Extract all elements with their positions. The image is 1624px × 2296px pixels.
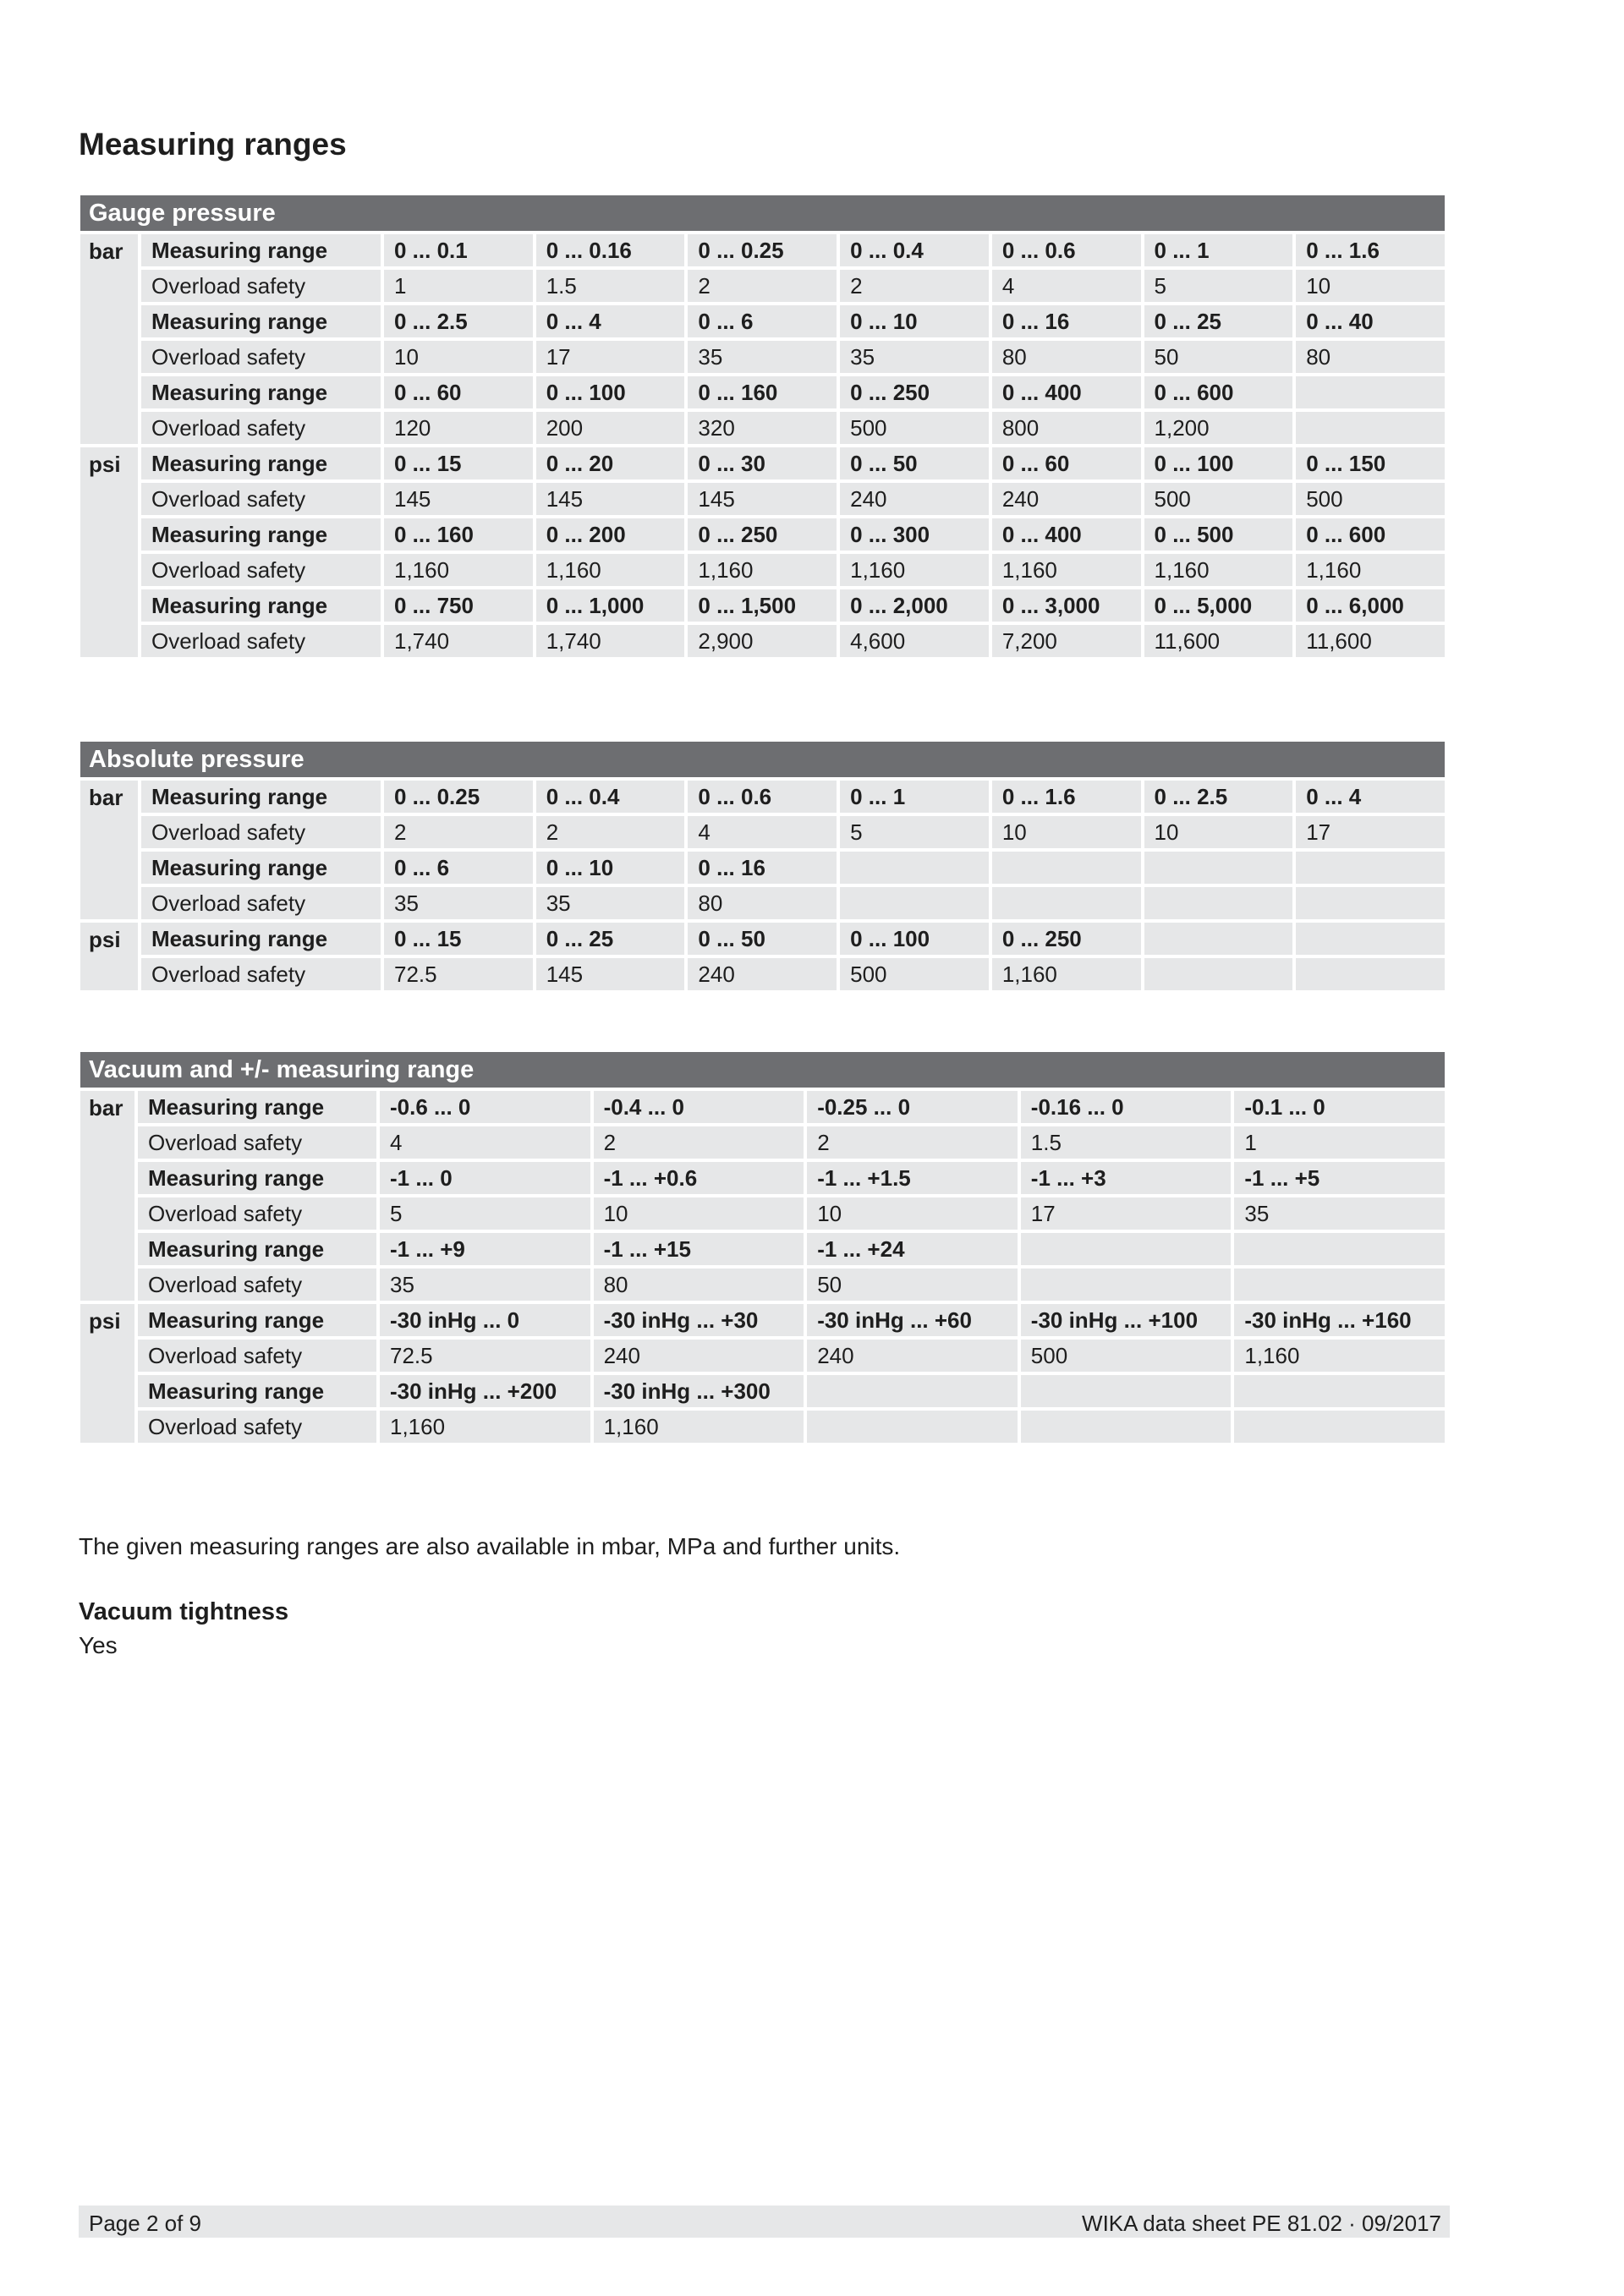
table-cell: 35 <box>688 341 837 373</box>
table-row <box>80 483 1445 515</box>
table-cell: 0 ... 200 <box>536 518 685 551</box>
table-cell: 10 <box>1144 816 1293 848</box>
row-label: Measuring range <box>138 1375 376 1407</box>
row-label: Measuring range <box>138 1162 376 1194</box>
table-cell <box>1021 1411 1232 1443</box>
table-cell: 11,600 <box>1296 625 1445 657</box>
table-cell: 1,160 <box>992 958 1141 990</box>
table-row <box>80 1091 1445 1123</box>
table-cell: 200 <box>536 412 685 444</box>
table-row <box>80 1269 1445 1301</box>
table-cell <box>840 887 989 919</box>
table-cell <box>1021 1269 1232 1301</box>
table-cell: 0 ... 0.1 <box>384 234 533 266</box>
table-row <box>80 234 1445 266</box>
table-cell: 0 ... 15 <box>384 923 533 955</box>
vacuum-range-table <box>77 1049 1448 1446</box>
datasheet-reference: WIKA data sheet PE 81.02 · 09/2017 <box>1082 2211 1441 2236</box>
table-cell <box>1234 1375 1445 1407</box>
table-cell: 2 <box>536 816 685 848</box>
table-cell: 0 ... 50 <box>840 447 989 479</box>
table-cell: 50 <box>807 1269 1018 1301</box>
row-label: Measuring range <box>141 923 381 955</box>
table-row <box>80 1411 1445 1443</box>
table-cell: -30 inHg ... 0 <box>380 1304 590 1336</box>
table-cell: 500 <box>1021 1340 1232 1372</box>
table-header-row <box>80 1052 1445 1088</box>
table-cell: 5 <box>840 816 989 848</box>
table-cell: 0 ... 10 <box>840 305 989 337</box>
table-cell: 1.5 <box>536 270 685 302</box>
table-cell: 0 ... 0.6 <box>688 781 837 813</box>
table-cell: 0 ... 1 <box>1144 234 1293 266</box>
table-cell: 0 ... 300 <box>840 518 989 551</box>
table-cell: 0 ... 60 <box>992 447 1141 479</box>
table-row <box>80 781 1445 813</box>
row-label: Overload safety <box>138 1340 376 1372</box>
table-cell: -0.1 ... 0 <box>1234 1091 1445 1123</box>
table-cell: 0 ... 1,500 <box>688 589 837 622</box>
row-label: Overload safety <box>141 483 381 515</box>
table-cell: 2 <box>807 1126 1018 1159</box>
table-cell: -30 inHg ... +300 <box>594 1375 804 1407</box>
absolute-pressure-table <box>77 738 1448 994</box>
units-note: The given measuring ranges are also available in mbar, MPa and further units. <box>79 1533 901 1559</box>
table-cell: 0 ... 1 <box>840 781 989 813</box>
table-cell: -0.25 ... 0 <box>807 1091 1018 1123</box>
table-cell <box>1234 1411 1445 1443</box>
table-cell: 2 <box>594 1126 804 1159</box>
table-cell: 5 <box>380 1197 590 1230</box>
row-label: Measuring range <box>141 518 381 551</box>
table-cell <box>807 1411 1018 1443</box>
table-cell: 0 ... 0.16 <box>536 234 685 266</box>
table-cell: 10 <box>384 341 533 373</box>
table-cell: 0 ... 16 <box>688 852 837 884</box>
table-cell: 145 <box>688 483 837 515</box>
table-cell: 320 <box>688 412 837 444</box>
table-cell: 0 ... 20 <box>536 447 685 479</box>
table-cell: 0 ... 6 <box>384 852 533 884</box>
row-label: Measuring range <box>141 447 381 479</box>
table-cell: 80 <box>688 887 837 919</box>
row-label: Overload safety <box>138 1411 376 1443</box>
table-cell: 0 ... 16 <box>992 305 1141 337</box>
table-cell <box>807 1375 1018 1407</box>
table-cell <box>1296 887 1445 919</box>
table-cell <box>1021 1233 1232 1265</box>
table-cell: 72.5 <box>380 1340 590 1372</box>
table-cell: -1 ... +1.5 <box>807 1162 1018 1194</box>
table-cell <box>1144 923 1293 955</box>
row-label: Measuring range <box>141 234 381 266</box>
table-cell <box>1144 958 1293 990</box>
table-cell: 1,160 <box>840 554 989 586</box>
table-cell: 0 ... 10 <box>536 852 685 884</box>
row-label: Measuring range <box>138 1233 376 1265</box>
row-label: Overload safety <box>141 816 381 848</box>
table-cell: -1 ... +5 <box>1234 1162 1445 1194</box>
vacuum-tightness-value: Yes <box>79 1632 118 1658</box>
table-cell: 500 <box>1296 483 1445 515</box>
table-cell: 80 <box>992 341 1141 373</box>
table-cell <box>1296 958 1445 990</box>
table-cell: -0.16 ... 0 <box>1021 1091 1232 1123</box>
table-cell: 0 ... 4 <box>536 305 685 337</box>
table-row <box>80 376 1445 408</box>
table-row <box>80 412 1445 444</box>
table-cell: 1,740 <box>384 625 533 657</box>
table-cell: 4 <box>688 816 837 848</box>
page-footer <box>79 2206 1450 2238</box>
table-cell: 0 ... 100 <box>536 376 685 408</box>
table-cell: -1 ... +15 <box>594 1233 804 1265</box>
table-cell: 0 ... 400 <box>992 518 1141 551</box>
table-cell: 1 <box>1234 1126 1445 1159</box>
table-cell: 0 ... 5,000 <box>1144 589 1293 622</box>
table-cell: 800 <box>992 412 1141 444</box>
table-cell: 240 <box>594 1340 804 1372</box>
row-label: Overload safety <box>141 887 381 919</box>
table-cell: 1,160 <box>1234 1340 1445 1372</box>
table-cell: 145 <box>384 483 533 515</box>
row-label: Overload safety <box>141 958 381 990</box>
table-cell: -30 inHg ... +200 <box>380 1375 590 1407</box>
table-cell: 0 ... 250 <box>688 518 837 551</box>
table-cell: -1 ... +9 <box>380 1233 590 1265</box>
table-title: Vacuum and +/- measuring range <box>80 1052 1445 1088</box>
table-row <box>80 447 1445 479</box>
table-cell: 10 <box>1296 270 1445 302</box>
table-cell: 1,740 <box>536 625 685 657</box>
unit-cell: bar <box>80 234 138 444</box>
row-label: Overload safety <box>138 1126 376 1159</box>
table-cell: 4 <box>380 1126 590 1159</box>
table-cell: 4,600 <box>840 625 989 657</box>
unit-cell: bar <box>80 1091 134 1301</box>
table-cell: 0 ... 40 <box>1296 305 1445 337</box>
table-cell: 0 ... 0.6 <box>992 234 1141 266</box>
table-cell: 17 <box>1021 1197 1232 1230</box>
table-cell <box>992 887 1141 919</box>
table-row <box>80 958 1445 990</box>
unit-cell: psi <box>80 1304 134 1443</box>
table-cell: 0 ... 0.25 <box>384 781 533 813</box>
table-row <box>80 625 1445 657</box>
table-header-row <box>80 742 1445 777</box>
table-cell: 1,160 <box>1144 554 1293 586</box>
row-label: Measuring range <box>141 305 381 337</box>
table-cell: 5 <box>1144 270 1293 302</box>
row-label: Overload safety <box>141 341 381 373</box>
table-cell: 0 ... 600 <box>1144 376 1293 408</box>
table-cell: 35 <box>380 1269 590 1301</box>
row-label: Overload safety <box>138 1197 376 1230</box>
table-cell: 145 <box>536 483 685 515</box>
table-header-row <box>80 195 1445 231</box>
table-cell: 35 <box>840 341 989 373</box>
table-cell <box>1144 887 1293 919</box>
row-label: Measuring range <box>141 589 381 622</box>
table-cell: 0 ... 2,000 <box>840 589 989 622</box>
unit-cell: bar <box>80 781 138 919</box>
table-cell: 80 <box>1296 341 1445 373</box>
table-cell: 1,200 <box>1144 412 1293 444</box>
table-row <box>80 270 1445 302</box>
table-cell <box>1296 412 1445 444</box>
table-cell: 2 <box>688 270 837 302</box>
table-cell: 50 <box>1144 341 1293 373</box>
table-cell <box>1234 1233 1445 1265</box>
table-title: Absolute pressure <box>80 742 1445 777</box>
table-cell: 1,160 <box>384 554 533 586</box>
row-label: Measuring range <box>138 1304 376 1336</box>
table-cell: 0 ... 50 <box>688 923 837 955</box>
table-cell: 1 <box>384 270 533 302</box>
table-cell: 35 <box>384 887 533 919</box>
table-title: Gauge pressure <box>80 195 1445 231</box>
table-cell: -1 ... +0.6 <box>594 1162 804 1194</box>
vacuum-tightness-heading: Vacuum tightness <box>79 1598 289 1625</box>
table-cell: 0 ... 400 <box>992 376 1141 408</box>
table-cell: 0 ... 150 <box>1296 447 1445 479</box>
table-cell: 0 ... 30 <box>688 447 837 479</box>
table-row <box>80 305 1445 337</box>
table-cell: 1,160 <box>536 554 685 586</box>
row-label: Measuring range <box>141 852 381 884</box>
table-row <box>80 852 1445 884</box>
table-cell: 0 ... 0.4 <box>840 234 989 266</box>
table-cell: 0 ... 100 <box>840 923 989 955</box>
table-cell: 145 <box>536 958 685 990</box>
table-cell: 0 ... 1.6 <box>992 781 1141 813</box>
table-row <box>80 1304 1445 1336</box>
table-cell: 500 <box>840 958 989 990</box>
table-row <box>80 1126 1445 1159</box>
table-cell <box>1296 376 1445 408</box>
table-cell: -0.6 ... 0 <box>380 1091 590 1123</box>
table-cell: 0 ... 160 <box>384 518 533 551</box>
table-cell: -30 inHg ... +100 <box>1021 1304 1232 1336</box>
table-row <box>80 923 1445 955</box>
table-cell <box>1234 1269 1445 1301</box>
table-cell: 0 ... 250 <box>840 376 989 408</box>
unit-cell: psi <box>80 447 138 657</box>
table-cell: 10 <box>594 1197 804 1230</box>
table-cell: 1,160 <box>594 1411 804 1443</box>
table-cell: 17 <box>536 341 685 373</box>
table-cell: 2 <box>840 270 989 302</box>
table-cell: -1 ... +24 <box>807 1233 1018 1265</box>
row-label: Measuring range <box>141 781 381 813</box>
table-cell: -30 inHg ... +160 <box>1234 1304 1445 1336</box>
row-label: Overload safety <box>141 270 381 302</box>
table-cell <box>1021 1375 1232 1407</box>
row-label: Overload safety <box>138 1269 376 1301</box>
table-row <box>80 1197 1445 1230</box>
table-row <box>80 1162 1445 1194</box>
table-row <box>80 1375 1445 1407</box>
table-cell: 240 <box>807 1340 1018 1372</box>
gauge-pressure-table <box>77 192 1448 660</box>
table-cell: 0 ... 500 <box>1144 518 1293 551</box>
table-row <box>80 1233 1445 1265</box>
table-cell <box>1144 852 1293 884</box>
table-row <box>80 589 1445 622</box>
table-cell: 0 ... 60 <box>384 376 533 408</box>
table-row <box>80 554 1445 586</box>
table-row <box>80 816 1445 848</box>
table-cell: 10 <box>992 816 1141 848</box>
table-cell: 0 ... 2.5 <box>384 305 533 337</box>
table-cell: 0 ... 3,000 <box>992 589 1141 622</box>
table-row <box>80 518 1445 551</box>
table-cell: 0 ... 1.6 <box>1296 234 1445 266</box>
table-cell: 35 <box>1234 1197 1445 1230</box>
table-cell: 4 <box>992 270 1141 302</box>
table-cell: 35 <box>536 887 685 919</box>
table-cell: 11,600 <box>1144 625 1293 657</box>
table-cell: -1 ... +3 <box>1021 1162 1232 1194</box>
table-cell: 80 <box>594 1269 804 1301</box>
table-cell: 240 <box>688 958 837 990</box>
table-cell: 0 ... 6,000 <box>1296 589 1445 622</box>
table-cell: 1,160 <box>688 554 837 586</box>
table-cell: 1,160 <box>380 1411 590 1443</box>
table-cell: 0 ... 0.25 <box>688 234 837 266</box>
table-cell: 17 <box>1296 816 1445 848</box>
table-cell: 0 ... 1,000 <box>536 589 685 622</box>
table-cell: 1,160 <box>992 554 1141 586</box>
table-cell: 0 ... 0.4 <box>536 781 685 813</box>
table-cell: 0 ... 160 <box>688 376 837 408</box>
table-row <box>80 887 1445 919</box>
table-cell <box>992 852 1141 884</box>
table-cell: -30 inHg ... +30 <box>594 1304 804 1336</box>
table-cell: 0 ... 2.5 <box>1144 781 1293 813</box>
table-cell: 2,900 <box>688 625 837 657</box>
row-label: Overload safety <box>141 412 381 444</box>
table-row <box>80 341 1445 373</box>
row-label: Measuring range <box>141 376 381 408</box>
table-cell: -30 inHg ... +60 <box>807 1304 1018 1336</box>
table-cell: 0 ... 15 <box>384 447 533 479</box>
table-cell <box>840 852 989 884</box>
unit-cell: psi <box>80 923 138 990</box>
table-cell: 0 ... 6 <box>688 305 837 337</box>
table-cell: 120 <box>384 412 533 444</box>
table-cell: -1 ... 0 <box>380 1162 590 1194</box>
table-cell: 500 <box>1144 483 1293 515</box>
row-label: Measuring range <box>138 1091 376 1123</box>
table-cell: 0 ... 25 <box>536 923 685 955</box>
table-cell: 1.5 <box>1021 1126 1232 1159</box>
table-cell: 1,160 <box>1296 554 1445 586</box>
table-cell: 0 ... 25 <box>1144 305 1293 337</box>
row-label: Overload safety <box>141 554 381 586</box>
table-cell: -0.4 ... 0 <box>594 1091 804 1123</box>
table-cell: 500 <box>840 412 989 444</box>
table-cell <box>1296 923 1445 955</box>
table-cell: 7,200 <box>992 625 1141 657</box>
table-cell: 0 ... 750 <box>384 589 533 622</box>
table-cell: 240 <box>840 483 989 515</box>
row-label: Overload safety <box>141 625 381 657</box>
table-cell: 10 <box>807 1197 1018 1230</box>
table-cell: 0 ... 4 <box>1296 781 1445 813</box>
table-cell <box>1296 852 1445 884</box>
table-cell: 72.5 <box>384 958 533 990</box>
page-title: Measuring ranges <box>79 127 347 162</box>
table-cell: 2 <box>384 816 533 848</box>
table-cell: 0 ... 600 <box>1296 518 1445 551</box>
table-cell: 240 <box>992 483 1141 515</box>
table-cell: 0 ... 250 <box>992 923 1141 955</box>
table-row <box>80 1340 1445 1372</box>
table-cell: 0 ... 100 <box>1144 447 1293 479</box>
page-number: Page 2 of 9 <box>89 2211 201 2236</box>
